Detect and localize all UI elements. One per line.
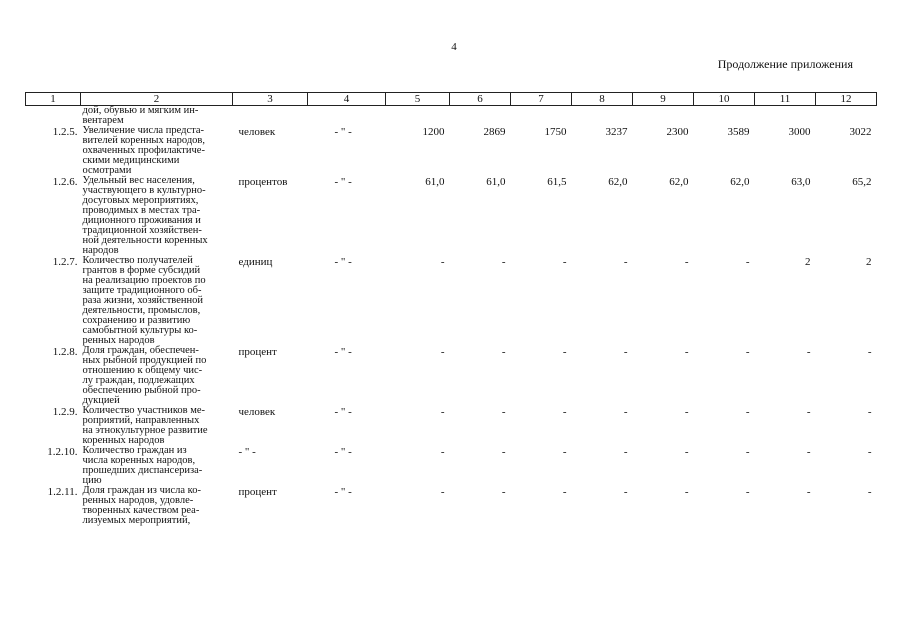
row-value: 63,0 [791, 176, 811, 188]
row-value: 2 [866, 256, 872, 268]
column-number: 7 [511, 93, 572, 106]
row-value: - [684, 346, 689, 358]
column-number: 1 [26, 93, 81, 106]
continued-row [26, 106, 877, 127]
column-number-row [26, 93, 877, 106]
row-value: - [867, 446, 872, 458]
column-number: 9 [633, 93, 694, 106]
row-base: - " - [334, 176, 352, 188]
row-value: 2300 [666, 126, 689, 138]
row-description-cell [81, 346, 233, 406]
row-base: - " - [334, 126, 352, 138]
row-value: - [562, 406, 567, 418]
row-number: 1.2.11. [47, 486, 78, 498]
row-value: - [623, 446, 628, 458]
row-value: - [745, 406, 750, 418]
row-description: Доля граждан из числа ко- ренных народов, удовле- творенных качеством реа- лизуемых мероприятий, [82, 485, 201, 526]
row-unit: человек [238, 406, 276, 418]
row-value: 1200 [422, 126, 445, 138]
column-number: 10 [694, 93, 755, 106]
row-description-cell [81, 406, 233, 446]
column-number: 12 [816, 93, 877, 106]
row-number: 1.2.5. [52, 126, 78, 138]
table-row [26, 446, 877, 486]
row-value: - [684, 406, 689, 418]
row-value: 61,0 [486, 176, 506, 188]
row-value: 1750 [544, 126, 567, 138]
row-value: - [562, 446, 567, 458]
row-description: Количество получателей грантов в форме субсидий на реализацию проектов по защите традиционного об- раза жизни, хозяйственной деятельности, промыслов, сохранению и развитию самобытной культуры ко- ренных народов [82, 255, 206, 346]
row-description: Количество граждан из числа коренных народов, прошедших диспансериза- цию [82, 445, 203, 486]
table-row [26, 346, 877, 406]
row-value: - [684, 446, 689, 458]
row-value: - [867, 406, 872, 418]
row-value: - [501, 346, 506, 358]
row-value: - [440, 486, 445, 498]
row-unit: процент [238, 346, 277, 358]
row-number: 1.2.10. [47, 446, 78, 458]
row-value: 62,0 [608, 176, 628, 188]
row-value: - [501, 256, 506, 268]
row-value: - [562, 346, 567, 358]
row-description-cell [81, 256, 233, 346]
row-value: - [806, 406, 811, 418]
column-number: 3 [233, 93, 308, 106]
row-unit: процент [238, 486, 277, 498]
row-value: - [501, 406, 506, 418]
row-value: - [745, 346, 750, 358]
row-value: - [623, 406, 628, 418]
row-base: - " - [334, 446, 352, 458]
row-unit: единиц [238, 256, 273, 268]
row-value: - [745, 256, 750, 268]
row-value: 3000 [788, 126, 811, 138]
page-number: 4 [451, 41, 457, 53]
row-value: - [806, 346, 811, 358]
row-number: 1.2.6. [52, 176, 78, 188]
row-value: - [440, 346, 445, 358]
column-number: 4 [308, 93, 386, 106]
row-value: - [562, 256, 567, 268]
row-value: 3589 [727, 126, 750, 138]
row-unit: - " - [238, 446, 256, 458]
row-value: 65,2 [852, 176, 872, 188]
row-unit: человек [238, 126, 276, 138]
row-value: - [806, 446, 811, 458]
row-value: - [440, 406, 445, 418]
column-number: 8 [572, 93, 633, 106]
row-description-cell [81, 446, 233, 486]
row-value: 3022 [849, 126, 872, 138]
column-number: 2 [81, 93, 233, 106]
row-value: 62,0 [669, 176, 689, 188]
row-value: - [684, 486, 689, 498]
table-row [26, 406, 877, 446]
row-value: 2869 [483, 126, 506, 138]
row-value: - [745, 486, 750, 498]
row-base: - " - [334, 256, 352, 268]
table-row [26, 126, 877, 176]
table-row [26, 256, 877, 346]
row-value: 61,0 [425, 176, 445, 188]
row-unit: процентов [238, 176, 288, 188]
row-value: - [867, 346, 872, 358]
row-description: Удельный вес населения, участвующего в культурно- досуговых мероприятиях, проводимых в местах тра- диционного проживания и традиционной хозяйствен- ной деятельности коренных народов [82, 175, 208, 256]
row-number: 1.2.7. [52, 256, 78, 268]
column-number: 6 [450, 93, 511, 106]
row-number: 1.2.8. [52, 346, 78, 358]
row-value: - [440, 446, 445, 458]
table-row [26, 486, 877, 526]
row-value: - [562, 486, 567, 498]
row-base: - " - [334, 486, 352, 498]
row-value: 3237 [605, 126, 628, 138]
row-value: 2 [805, 256, 811, 268]
row-value: - [623, 486, 628, 498]
row-value: - [623, 256, 628, 268]
row-value: - [501, 486, 506, 498]
row-base: - " - [334, 406, 352, 418]
row-value: - [867, 486, 872, 498]
row-value: - [623, 346, 628, 358]
row-description: Увеличение числа предста- вителей коренных народов, охваченных профилактиче- скими медицинскими осмотрами [82, 125, 206, 176]
row-base: - " - [334, 346, 352, 358]
table-row [26, 176, 877, 256]
row-number: 1.2.9. [52, 406, 78, 418]
row-value: - [806, 486, 811, 498]
column-number: 11 [755, 93, 816, 106]
column-number: 5 [386, 93, 450, 106]
row-value: - [684, 256, 689, 268]
row-description-cell [81, 176, 233, 256]
row-description: Доля граждан, обеспечен- ных рыбной продукцией по отношению к общему чис- лу граждан, подлежащих обеспечению рыбной про- дукцией [82, 345, 207, 406]
row-value: - [501, 446, 506, 458]
row-description-cell [81, 486, 233, 526]
row-description: Количество участников ме- роприятий, направленных на этнокультурное развитие коренных народов [82, 405, 208, 446]
continuation-label: Продолжение приложения [717, 57, 853, 71]
indicators-table [25, 92, 877, 526]
row-value: 61,5 [547, 176, 567, 188]
continued-description: дой, обувью и мягким ин- вентарем [82, 105, 199, 126]
row-value: - [440, 256, 445, 268]
row-value: - [745, 446, 750, 458]
row-description-cell [81, 126, 233, 176]
row-value: 62,0 [730, 176, 750, 188]
